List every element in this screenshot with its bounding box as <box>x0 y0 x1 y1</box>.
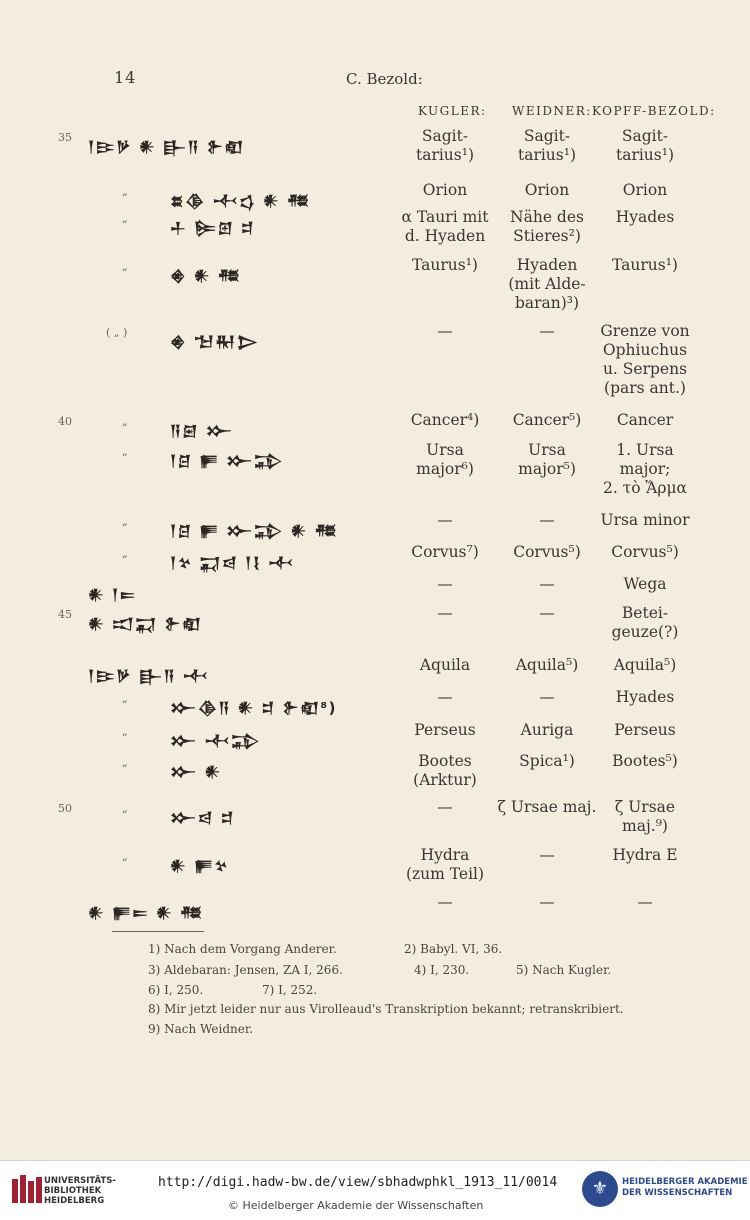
footnote: 2) Babyl. VI, 36. <box>404 942 503 956</box>
kopff-bezold-value: ζ Ursae maj.⁹) <box>614 798 676 835</box>
weidner-value: Spica¹) <box>519 752 575 770</box>
ditto-mark: „ <box>122 212 128 225</box>
kopff-bezold-value: Taurus¹) <box>612 256 678 274</box>
footnote: 9) Nach Weidner. <box>148 1022 254 1036</box>
ditto-mark: „ <box>122 802 128 815</box>
weidner-value: ζ Ursae maj. <box>497 798 597 816</box>
footnote-rule <box>112 931 204 932</box>
footnote: 7) I, 252. <box>262 983 318 997</box>
footnote: 4) I, 230. <box>414 963 470 977</box>
kugler-value: Sagit- tarius¹) <box>415 127 475 164</box>
kopff-bezold-value: Hyades <box>615 208 675 226</box>
kugler-value: α Tauri mit d. Hyaden <box>401 208 489 245</box>
ditto-mark: „ <box>122 260 128 273</box>
kopff-bezold-value: Bootes⁵) <box>612 752 678 770</box>
page-number: 14 <box>114 68 137 87</box>
footnote: 5) Nach Kugler. <box>516 963 612 977</box>
weidner-value: Cancer⁵) <box>512 411 582 429</box>
cuneiform-signs: 𒀭 𒀊𒍑 𒉿𒊏 <box>88 615 203 633</box>
weidner-value: Aquila⁵) <box>515 656 579 674</box>
viewer-footer <box>0 1160 750 1220</box>
copyright-notice: © Heidelberger Akademie der Wissenschaften <box>228 1199 484 1212</box>
kopff-bezold-value: Hydra E <box>612 846 678 864</box>
ditto-mark: „ <box>122 547 128 560</box>
kugler-value: Ursa major⁶) <box>416 441 474 478</box>
ditto-mark: „ <box>122 445 128 458</box>
cuneiform-signs: 𒈦 𒌉𒇻 𒄑 <box>170 219 256 237</box>
column-header-weidner: WEIDNER: <box>512 104 592 118</box>
cuneiform-signs: 𒀭 𒊓𒆳 <box>170 857 230 875</box>
cuneiform-signs: 𒀀𒇉 𒁍 <box>170 422 234 440</box>
kopff-bezold-value: Betei- geuze(?) <box>611 604 679 641</box>
kugler-value: — <box>437 511 453 529</box>
weidner-value: Nähe des Stieres²) <box>510 208 584 245</box>
university-library-logo-icon[interactable] <box>10 1173 44 1207</box>
weidner-value: — <box>539 846 555 864</box>
kopff-bezold-value: Orion <box>622 181 668 199</box>
ditto-mark: „ <box>122 692 128 705</box>
academy-seal-icon[interactable]: ⚜ <box>582 1171 618 1207</box>
footnote: 1) Nach dem Vorgang Anderer. <box>148 942 337 956</box>
kugler-value: Bootes (Arktur) <box>413 752 477 789</box>
line-number: 35 <box>58 131 72 144</box>
cuneiform-signs: 𒊺𒆠 𒋾𒌓 𒀭 𒍣 <box>170 192 311 210</box>
weidner-value: Hyaden (mit Alde- baran)³) <box>508 256 586 312</box>
kopff-bezold-value: Aquila⁵) <box>613 656 677 674</box>
line-number: 50 <box>58 802 72 815</box>
weidner-value: — <box>539 688 555 706</box>
ditto-mark: „ <box>122 185 128 198</box>
ditto-mark: „ <box>122 415 128 428</box>
ditto-mark: „ <box>122 725 128 738</box>
kopff-bezold-value: Wega <box>623 575 667 593</box>
weidner-value: Sagit- tarius¹) <box>517 127 577 164</box>
column-header-kopff-bezold: KOPFF-BEZOLD: <box>592 104 716 118</box>
weidner-value: Corvus⁵) <box>513 543 581 561</box>
weidner-value: Auriga <box>520 721 574 739</box>
cuneiform-signs: 𒁹𒄿𒃻 𒃲𒀀 𒋾 <box>88 667 210 685</box>
weidner-value: — <box>539 511 555 529</box>
column-header-kugler: KUGLER: <box>418 104 487 118</box>
footnote: 6) I, 250. <box>148 983 204 997</box>
cuneiform-signs: 𒁍𒆠𒀀 𒀭 𒄑 𒉿𒊏⁸) <box>170 699 337 717</box>
running-head: C. Bezold: <box>346 70 423 88</box>
weidner-value: Orion <box>524 181 570 199</box>
cuneiform-signs: 𒁹𒆳 𒍑𒁀 𒁹𒋙 𒋾 <box>170 554 295 572</box>
cuneiform-signs: 𒁹𒆪 𒊓 𒁍𒁉 𒀭 𒍣 <box>170 522 339 540</box>
page-url-link[interactable]: http://digi.hadw-bw.de/view/sbhadwphkl_1913_11/0014 <box>158 1175 558 1190</box>
kugler-value: — <box>437 604 453 622</box>
cuneiform-signs: 𒁹𒆪 𒊓 𒁍𒁉 <box>170 452 284 470</box>
kugler-value: — <box>437 688 453 706</box>
cuneiform-signs: 𒀭 𒁹𒋰 <box>88 586 137 604</box>
kopff-bezold-value: Sagit- tarius¹) <box>615 127 675 164</box>
kopff-bezold-value: Perseus <box>614 721 676 739</box>
weidner-value: — <box>539 604 555 622</box>
cuneiform-signs: 𒀭 𒊓𒋰 𒀭 𒍣 <box>88 904 204 922</box>
ditto-mark: ( „ ) <box>106 326 128 339</box>
cuneiform-signs: 𒁍𒁀 𒄑 <box>170 809 236 827</box>
cuneiform-signs: 𒁹𒄿𒃻 𒀭 𒃲𒀀 𒉿𒊏 <box>88 138 245 156</box>
weidner-value: — <box>539 322 555 340</box>
ditto-mark: „ <box>122 850 128 863</box>
kugler-value: — <box>437 322 453 340</box>
university-library-name: UNIVERSITÄTS- BIBLIOTHEK HEIDELBERG <box>44 1176 116 1206</box>
kugler-value: Cancer⁴) <box>410 411 480 429</box>
kugler-value: — <box>437 798 453 816</box>
ditto-mark: „ <box>122 515 128 528</box>
weidner-value: — <box>539 575 555 593</box>
cuneiform-signs: 𒄯 𒈠𒊑𒆕 <box>170 333 260 351</box>
kopff-bezold-value: 1. Ursa major; 2. τὸ Ἅρμα <box>602 441 688 497</box>
kugler-value: Corvus⁷) <box>411 543 479 561</box>
line-number: 45 <box>58 608 72 621</box>
weidner-value: — <box>539 893 555 911</box>
kopff-bezold-value: Corvus⁵) <box>611 543 679 561</box>
cuneiform-signs: 𒁍 𒋾𒁉 <box>170 732 261 750</box>
kugler-value: Hydra (zum Teil) <box>405 846 485 883</box>
cuneiform-signs: 𒁍 𒀭 <box>170 763 222 781</box>
kugler-value: — <box>437 893 453 911</box>
kopff-bezold-value: Grenze von Ophiuchus u. Serpens (pars ant.) <box>600 322 690 397</box>
kopff-bezold-value: Hyades <box>615 688 675 706</box>
weidner-value: Ursa major⁵) <box>518 441 576 478</box>
kugler-value: Perseus <box>414 721 476 739</box>
line-number: 40 <box>58 415 72 428</box>
kugler-value: Taurus¹) <box>412 256 478 274</box>
kopff-bezold-value: Cancer <box>616 411 674 429</box>
academy-name: HEIDELBERGER AKADEMIE DER WISSENSCHAFTEN <box>622 1177 748 1198</box>
kugler-value: Aquila <box>419 656 471 674</box>
kopff-bezold-value: — <box>637 893 653 911</box>
ditto-mark: „ <box>122 756 128 769</box>
footnote: 8) Mir jetzt leider nur aus Virolleaud's Transkription bekannt; retranskribiert. <box>148 1002 624 1016</box>
cuneiform-signs: 𒄯 𒀭 𒍣 <box>170 267 242 285</box>
kopff-bezold-value: Ursa minor <box>600 511 690 529</box>
kugler-value: — <box>437 575 453 593</box>
kugler-value: Orion <box>422 181 468 199</box>
footnote: 3) Aldebaran: Jensen, ZA I, 266. <box>148 963 343 977</box>
